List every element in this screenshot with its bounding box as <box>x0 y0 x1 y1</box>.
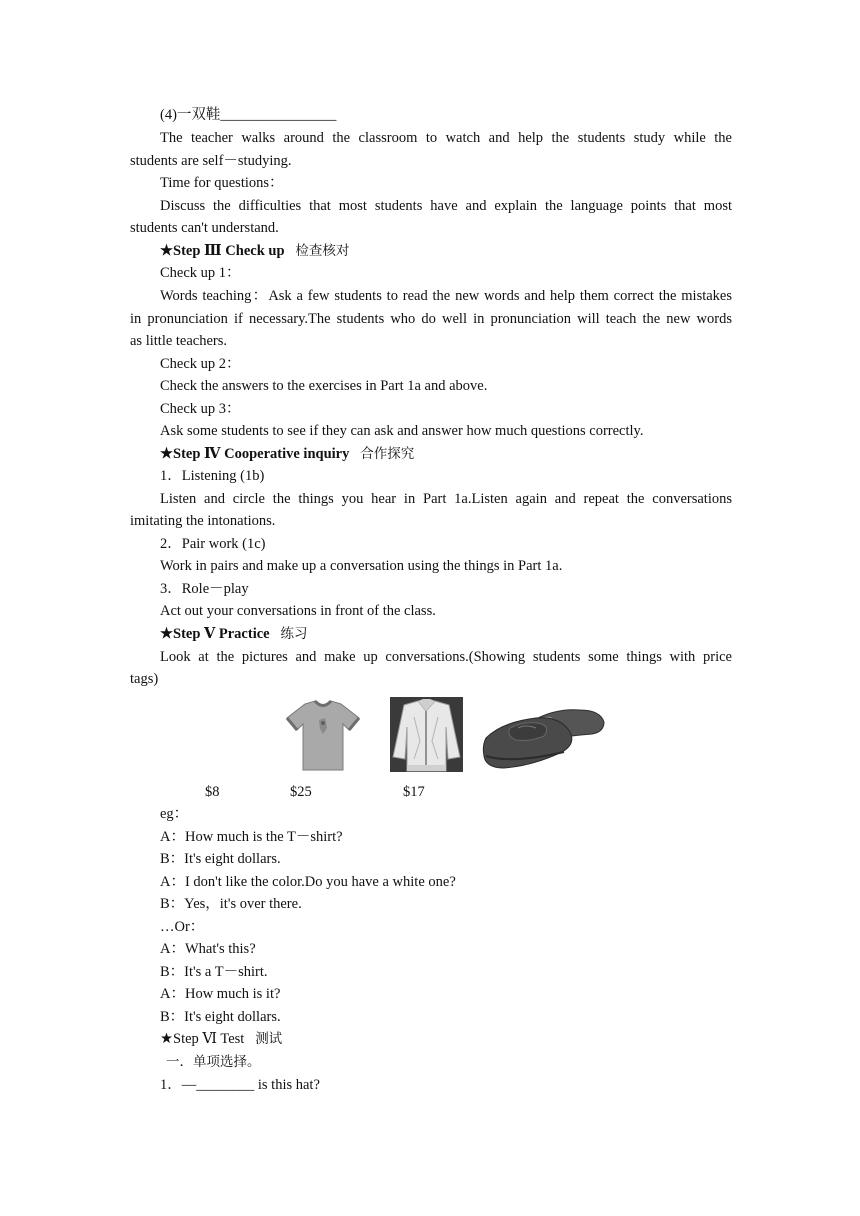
list-item: 1．Listening (1b) <box>160 468 265 484</box>
step-6-heading <box>160 1029 732 1049</box>
dialogue-line: …Or： <box>160 919 205 935</box>
step-3-title-cn: 检查核对 <box>295 243 350 259</box>
step-5-title: ★Step Ⅴ Practice <box>160 626 270 642</box>
paragraph-line: Listen and circle the things you hear in Part 1a.Listen again and repeat the conversations <box>160 491 732 507</box>
check-up-3-label: Check up 3： <box>160 401 241 417</box>
dialogue-line: B：It's eight dollars. <box>160 1009 281 1025</box>
section-title <box>166 1052 768 1072</box>
paragraph-line: students can't understand. <box>130 220 279 236</box>
step-3-heading <box>160 241 732 261</box>
price-tag-jacket: $25 <box>290 784 312 800</box>
step-4-heading <box>160 444 732 464</box>
price-tag-tshirt: $8 <box>205 784 220 800</box>
paragraph-line: Act out your conversations in front of the class. <box>160 603 436 619</box>
paragraph-line: Discuss the difficulties that most students have and explain the language points that most <box>160 198 732 214</box>
list-item: 3．Role－play <box>160 581 249 597</box>
paragraph-line: Time for questions： <box>160 175 284 191</box>
step-4-title-cn: 合作探究 <box>360 446 415 462</box>
paragraph-line: Look at the pictures and make up conversations.(Showing students some things with price <box>160 649 732 665</box>
step-6-title-cn: 测试 <box>255 1031 283 1047</box>
paragraph-line: Ask some students to see if they can ask and answer how much questions correctly. <box>160 423 644 439</box>
step-5-heading <box>160 624 732 644</box>
dialogue-line: A：I don't like the color.Do you have a white one? <box>160 874 456 890</box>
exercise-item-4: (4)一双鞋________________ <box>160 107 337 123</box>
dialogue-line: A：How much is it? <box>160 986 281 1002</box>
check-up-1-label: Check up 1： <box>160 265 241 281</box>
step-5-title-cn: 练习 <box>280 626 308 642</box>
paragraph-line: Work in pairs and make up a conversation using the things in Part 1a. <box>160 558 563 574</box>
paragraph-line: as little teachers. <box>130 333 228 349</box>
tshirt-image <box>283 698 363 772</box>
step-4-title: ★Step Ⅳ Cooperative inquiry <box>160 446 350 462</box>
dialogue-line: A：What's this? <box>160 941 256 957</box>
dialogue-line: B：Yes，it's over there. <box>160 896 302 912</box>
paragraph-line: Words teaching：Ask a few students to read the new words and help them correct the mistakes <box>160 288 732 304</box>
paragraph-line: in pronunciation if necessary.The students who do well in pronunciation will teach the new words <box>130 311 732 327</box>
section-title-text: 一．单项选择。 <box>166 1054 261 1070</box>
dialogue-line: A：How much is the T－shirt? <box>160 829 343 845</box>
paragraph-line: imitating the intonations. <box>130 513 276 529</box>
shoes-image <box>482 698 606 772</box>
price-tag-shoes: $17 <box>403 784 425 800</box>
example-label: eg： <box>160 806 189 822</box>
paragraph-line: tags) <box>130 671 159 687</box>
paragraph-line: students are self－studying. <box>130 153 292 169</box>
step-3-title: ★Step Ⅲ Check up <box>160 243 285 259</box>
list-item: 2．Pair work (1c) <box>160 536 266 552</box>
check-up-2-label: Check up 2： <box>160 356 241 372</box>
dialogue-line: B：It's a T－shirt. <box>160 964 268 980</box>
jacket-image <box>390 697 463 772</box>
step-6-title: ★Step Ⅵ Test <box>160 1031 245 1047</box>
paragraph-line: Check the answers to the exercises in Part 1a and above. <box>160 378 488 394</box>
paragraph-line: The teacher walks around the classroom to watch and help the students study while the <box>160 130 732 146</box>
question-item: 1．—________ is this hat? <box>160 1077 320 1093</box>
dialogue-line: B：It's eight dollars. <box>160 851 281 867</box>
